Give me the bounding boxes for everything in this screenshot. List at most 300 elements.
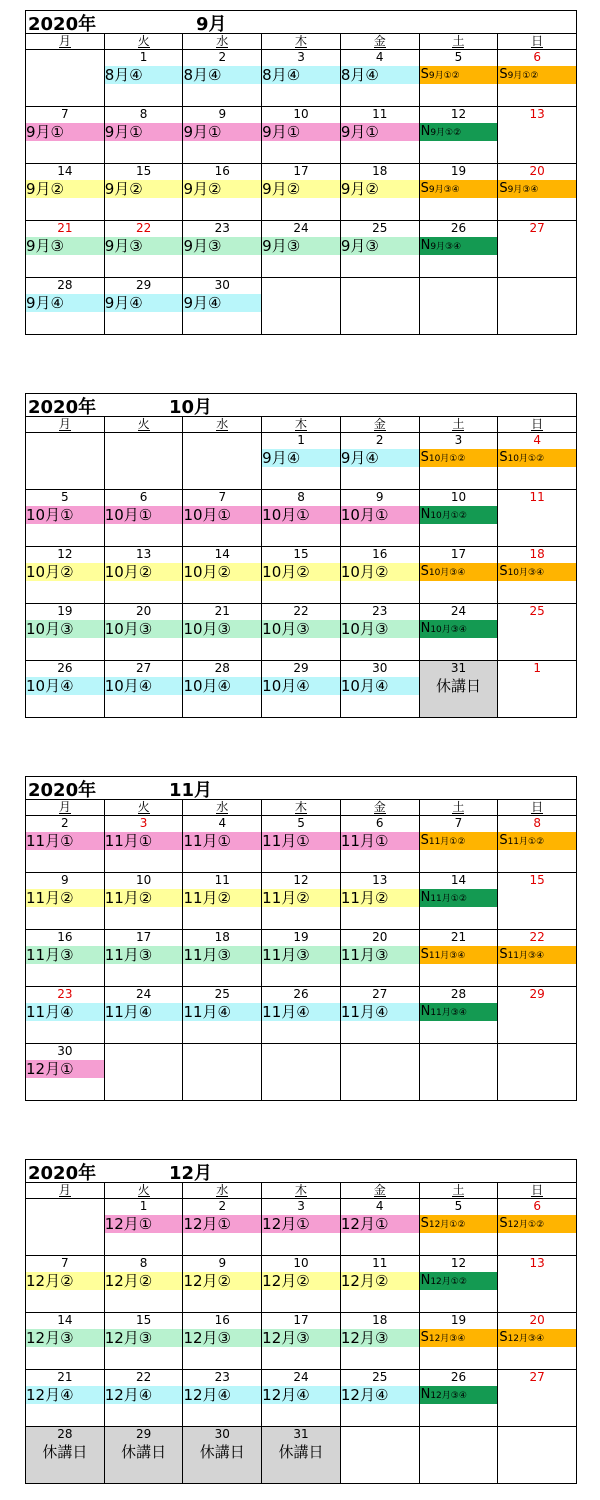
session-label [498,563,576,581]
weekday-text: 日 [531,417,544,431]
weekday-text: 水 [216,1183,229,1197]
weekday-label [261,34,340,49]
day-cell [340,987,419,1043]
session-prefix: N [420,1387,431,1402]
day-cell [104,107,183,163]
weekday-label [497,1183,576,1198]
weekday-text: 火 [137,1183,150,1197]
date-number: 25 [214,987,230,1001]
date-number: 18 [529,547,545,561]
day-cell [26,816,104,872]
session-label: 10月① [341,506,419,524]
empty-cell [104,433,183,489]
date-number: 8 [533,816,541,830]
weekday-label [104,1183,183,1198]
empty-cell [182,1044,261,1100]
session-prefix: N [420,1273,431,1288]
session-label [498,946,576,964]
day-cell [261,221,340,277]
session-label: 休講日 [435,677,481,695]
date-number: 30 [57,1044,73,1058]
date-number: 14 [57,1313,73,1327]
session-label: 9月① [262,123,340,141]
session-prefix: N [420,238,431,253]
date-number: 3 [454,433,463,447]
session-label: 11月③ [183,946,261,964]
session-text: 11月③④ [430,1008,467,1018]
weekday-text: 土 [452,800,465,814]
session-label: 9月① [105,123,183,141]
session-label [498,832,576,850]
month-header [26,777,576,800]
session-label: 11月② [105,889,183,907]
day-cell [419,107,498,163]
empty-cell [497,1044,576,1100]
day-cell [26,873,104,929]
day-cell [182,50,261,106]
week-row [26,1313,576,1370]
session-text: 12月①② [507,1220,545,1230]
day-cell [419,1313,498,1369]
date-number: 17 [135,930,152,944]
session-prefix: N [420,507,431,522]
session-label: 休講日 [199,1443,245,1461]
date-number: 22 [529,930,545,944]
day-cell [497,873,576,929]
session-label: 9月② [183,180,261,198]
empty-cell [497,1427,576,1483]
session-text: 10月①② [430,511,467,521]
session-label: 10月④ [341,677,419,695]
month-header [26,1160,576,1183]
session-text: 11月①② [507,837,545,847]
date-number: 30 [214,1427,230,1441]
date-number: 15 [135,1313,152,1327]
session-prefix: S [499,833,508,848]
day-cell [104,1256,183,1312]
session-label: 10月④ [183,677,261,695]
month-block [25,1159,577,1484]
day-cell [419,1370,498,1426]
weekday-text: 土 [452,1183,465,1197]
session-label: 10月④ [262,677,340,695]
session-label: 10月① [26,506,104,524]
weekday-text: 金 [373,800,386,814]
week-row [26,433,576,490]
session-label: 9月③ [183,237,261,255]
weekday-label [340,800,419,815]
date-number: 24 [135,987,152,1001]
session-label: 10月③ [105,620,183,638]
date-number: 24 [450,604,467,618]
weekday-text: 土 [452,417,465,431]
session-label: 10月② [262,563,340,581]
day-cell [261,164,340,220]
session-label: 10月② [105,563,183,581]
date-number: 25 [529,604,545,618]
date-number: 31 [293,1427,309,1441]
day-cell [26,604,104,660]
session-label: 11月③ [341,946,419,964]
date-number: 4 [218,816,227,830]
date-number: 14 [57,164,73,178]
date-number: 20 [372,930,388,944]
session-label [420,946,498,964]
session-prefix: S [420,450,429,465]
session-prefix: N [420,1004,431,1019]
weekday-label [26,417,104,432]
session-label: 12月③ [341,1329,419,1347]
day-cell [340,873,419,929]
date-number: 28 [57,278,73,292]
session-label [498,449,576,467]
weekday-label [419,34,498,49]
day-cell [340,816,419,872]
weekday-text: 木 [295,800,308,814]
day-cell [340,930,419,986]
day-cell [104,816,183,872]
day-cell [419,873,498,929]
day-cell [182,1256,261,1312]
date-number: 28 [214,661,230,675]
date-number: 30 [372,661,388,675]
date-number: 27 [135,661,152,675]
date-number: 13 [372,873,388,887]
session-label: 11月③ [26,946,104,964]
session-label: 10月④ [105,677,183,695]
day-cell [497,547,576,603]
day-cell [182,1427,261,1483]
day-cell [261,987,340,1043]
week-row [26,547,576,604]
date-number: 9 [375,490,384,504]
day-cell [497,1313,576,1369]
session-label: 9月③ [105,237,183,255]
session-text: 9月③④ [428,185,460,195]
session-label: 12月④ [26,1386,104,1404]
session-label [498,66,576,84]
session-text: 11月③④ [507,951,545,961]
date-number: 5 [61,490,69,504]
weekday-text: 火 [137,417,150,431]
day-cell [340,433,419,489]
empty-cell [340,1427,419,1483]
date-number: 2 [61,816,69,830]
session-label: 12月① [183,1215,261,1233]
weekday-label [419,417,498,432]
day-cell [340,604,419,660]
session-label: 11月④ [26,1003,104,1021]
session-prefix: S [420,947,429,962]
date-number: 11 [529,490,545,504]
day-cell [340,661,419,717]
day-cell [104,164,183,220]
session-prefix: S [499,947,508,962]
weekday-label [340,34,419,49]
session-label: 11月① [341,832,419,850]
session-label: 11月③ [262,946,340,964]
weekday-text: 月 [58,417,71,431]
day-cell [497,816,576,872]
date-number: 5 [297,816,305,830]
session-label: 12月② [341,1272,419,1290]
date-number: 3 [297,50,305,64]
weekday-text: 日 [531,34,544,48]
session-text: 9月①② [430,128,462,138]
date-number: 19 [293,930,309,944]
date-number: 5 [454,50,463,64]
day-cell [26,490,104,546]
session-label: 12月③ [183,1329,261,1347]
session-prefix: S [420,1216,429,1231]
day-cell [104,1313,183,1369]
day-cell [104,661,183,717]
session-prefix: S [420,564,429,579]
month-block [25,776,577,1101]
day-cell [26,547,104,603]
session-label: 11月① [183,832,261,850]
day-cell [104,604,183,660]
session-label [420,180,498,198]
weekday-text: 水 [216,417,229,431]
day-cell [419,604,498,660]
date-number: 21 [214,604,230,618]
weekday-text: 月 [58,1183,71,1197]
session-label: 12月③ [26,1329,104,1347]
weekday-label [26,800,104,815]
session-label: 12月④ [341,1386,419,1404]
session-label: 10月③ [262,620,340,638]
day-cell [497,1199,576,1255]
weekday-label [261,1183,340,1198]
day-cell [419,547,498,603]
weekday-label [261,417,340,432]
session-label: 9月② [341,180,419,198]
date-number: 27 [529,1370,545,1384]
date-number: 14 [214,547,230,561]
day-cell [26,661,104,717]
session-prefix: S [499,1216,508,1231]
day-cell [104,1427,183,1483]
session-label: 10月② [183,563,261,581]
date-number: 15 [529,873,545,887]
week-row [26,987,576,1044]
week-row [26,278,576,334]
weekday-text: 月 [58,800,71,814]
session-label: 休講日 [42,1443,88,1461]
day-cell [419,221,498,277]
weekday-label [340,417,419,432]
date-number: 17 [293,1313,309,1327]
date-number: 24 [293,1370,309,1384]
date-number: 11 [372,107,388,121]
day-cell [182,490,261,546]
date-number: 23 [214,1370,230,1384]
day-cell [104,50,183,106]
day-cell [340,221,419,277]
session-label: 10月① [105,506,183,524]
week-row [26,1427,576,1483]
session-label [420,1215,498,1233]
day-cell [261,547,340,603]
day-cell [182,930,261,986]
session-label: 10月① [183,506,261,524]
year-label: 2020年 [28,397,97,418]
session-label: 9月④ [105,294,183,312]
date-number: 14 [450,873,467,887]
day-cell [497,433,576,489]
session-prefix: S [499,1330,508,1345]
day-cell [261,1313,340,1369]
day-cell [419,433,498,489]
month-header [26,11,576,34]
date-number: 27 [529,221,545,235]
weekday-text: 火 [137,34,150,48]
date-number: 16 [214,1313,230,1327]
week-row [26,930,576,987]
date-number: 23 [372,604,388,618]
month-label: 11月 [169,780,213,801]
empty-cell [26,1199,104,1255]
week-row [26,50,576,107]
session-label: 12月④ [183,1386,261,1404]
weekday-label [182,34,261,49]
empty-cell [261,278,340,334]
session-label: 12月② [105,1272,183,1290]
day-cell [497,221,576,277]
day-cell [104,278,183,334]
date-number: 24 [293,221,309,235]
weekday-label [497,800,576,815]
session-label: 11月① [26,832,104,850]
session-label: 9月① [26,123,104,141]
session-label: 休講日 [278,1443,324,1461]
weekday-header-row [26,417,576,433]
session-label: 12月③ [105,1329,183,1347]
week-row [26,221,576,278]
session-prefix: N [420,124,431,139]
day-cell [261,433,340,489]
session-label [420,1386,498,1404]
day-cell [497,604,576,660]
week-row [26,661,576,717]
session-label: 9月③ [341,237,419,255]
day-cell [340,490,419,546]
session-label: 11月② [26,889,104,907]
day-cell [340,1199,419,1255]
empty-cell [26,50,104,106]
day-cell [340,107,419,163]
weekday-label [340,1183,419,1198]
day-cell [26,1370,104,1426]
session-text: 10月③④ [507,568,545,578]
session-label [420,123,498,141]
session-label: 9月① [341,123,419,141]
date-number: 21 [57,1370,73,1384]
date-number: 11 [214,873,230,887]
date-number: 1 [297,433,305,447]
day-cell [419,490,498,546]
session-label: 11月④ [183,1003,261,1021]
session-text: 12月③④ [507,1334,545,1344]
session-prefix: N [420,890,431,905]
weekday-label [419,1183,498,1198]
day-cell [261,930,340,986]
day-cell [182,604,261,660]
date-number: 11 [372,1256,388,1270]
date-number: 8 [139,1256,148,1270]
day-cell [261,1199,340,1255]
date-number: 19 [450,1313,467,1327]
day-cell [497,164,576,220]
session-label: 12月④ [105,1386,183,1404]
date-number: 1 [139,1199,148,1213]
day-cell [261,1370,340,1426]
session-label: 10月③ [26,620,104,638]
session-label: 8月④ [105,66,183,84]
date-number: 25 [372,1370,388,1384]
weekday-label [182,800,261,815]
week-row [26,1044,576,1100]
session-label: 12月④ [262,1386,340,1404]
day-cell [497,107,576,163]
date-number: 21 [450,930,467,944]
date-number: 2 [218,50,227,64]
weekday-label [104,34,183,49]
date-number: 29 [529,987,545,1001]
empty-cell [419,278,498,334]
day-cell [182,873,261,929]
session-prefix: S [499,450,508,465]
day-cell [182,278,261,334]
day-cell [261,873,340,929]
day-cell [419,987,498,1043]
day-cell [182,987,261,1043]
weekday-label [419,800,498,815]
weekday-text: 木 [295,1183,308,1197]
session-label: 9月③ [26,237,104,255]
day-cell [261,661,340,717]
session-label [420,1329,498,1347]
session-label [420,1272,498,1290]
week-row [26,604,576,661]
weekday-text: 金 [373,417,386,431]
session-label [420,889,498,907]
day-cell [182,547,261,603]
date-number: 19 [57,604,73,618]
day-cell [26,107,104,163]
day-cell [497,50,576,106]
day-cell [261,1256,340,1312]
session-prefix: S [420,181,429,196]
session-label [420,1003,498,1021]
session-label: 12月② [262,1272,340,1290]
date-number: 8 [139,107,148,121]
date-number: 19 [450,164,467,178]
session-label: 9月④ [26,294,104,312]
session-label: 11月② [262,889,340,907]
date-number: 1 [139,50,148,64]
session-label: 10月② [341,563,419,581]
session-label: 休講日 [121,1443,167,1461]
day-cell [182,1370,261,1426]
session-prefix: S [499,67,508,82]
day-cell [340,164,419,220]
session-prefix: S [420,833,429,848]
date-number: 30 [214,278,230,292]
session-text: 9月①② [507,71,539,81]
date-number: 20 [135,604,152,618]
